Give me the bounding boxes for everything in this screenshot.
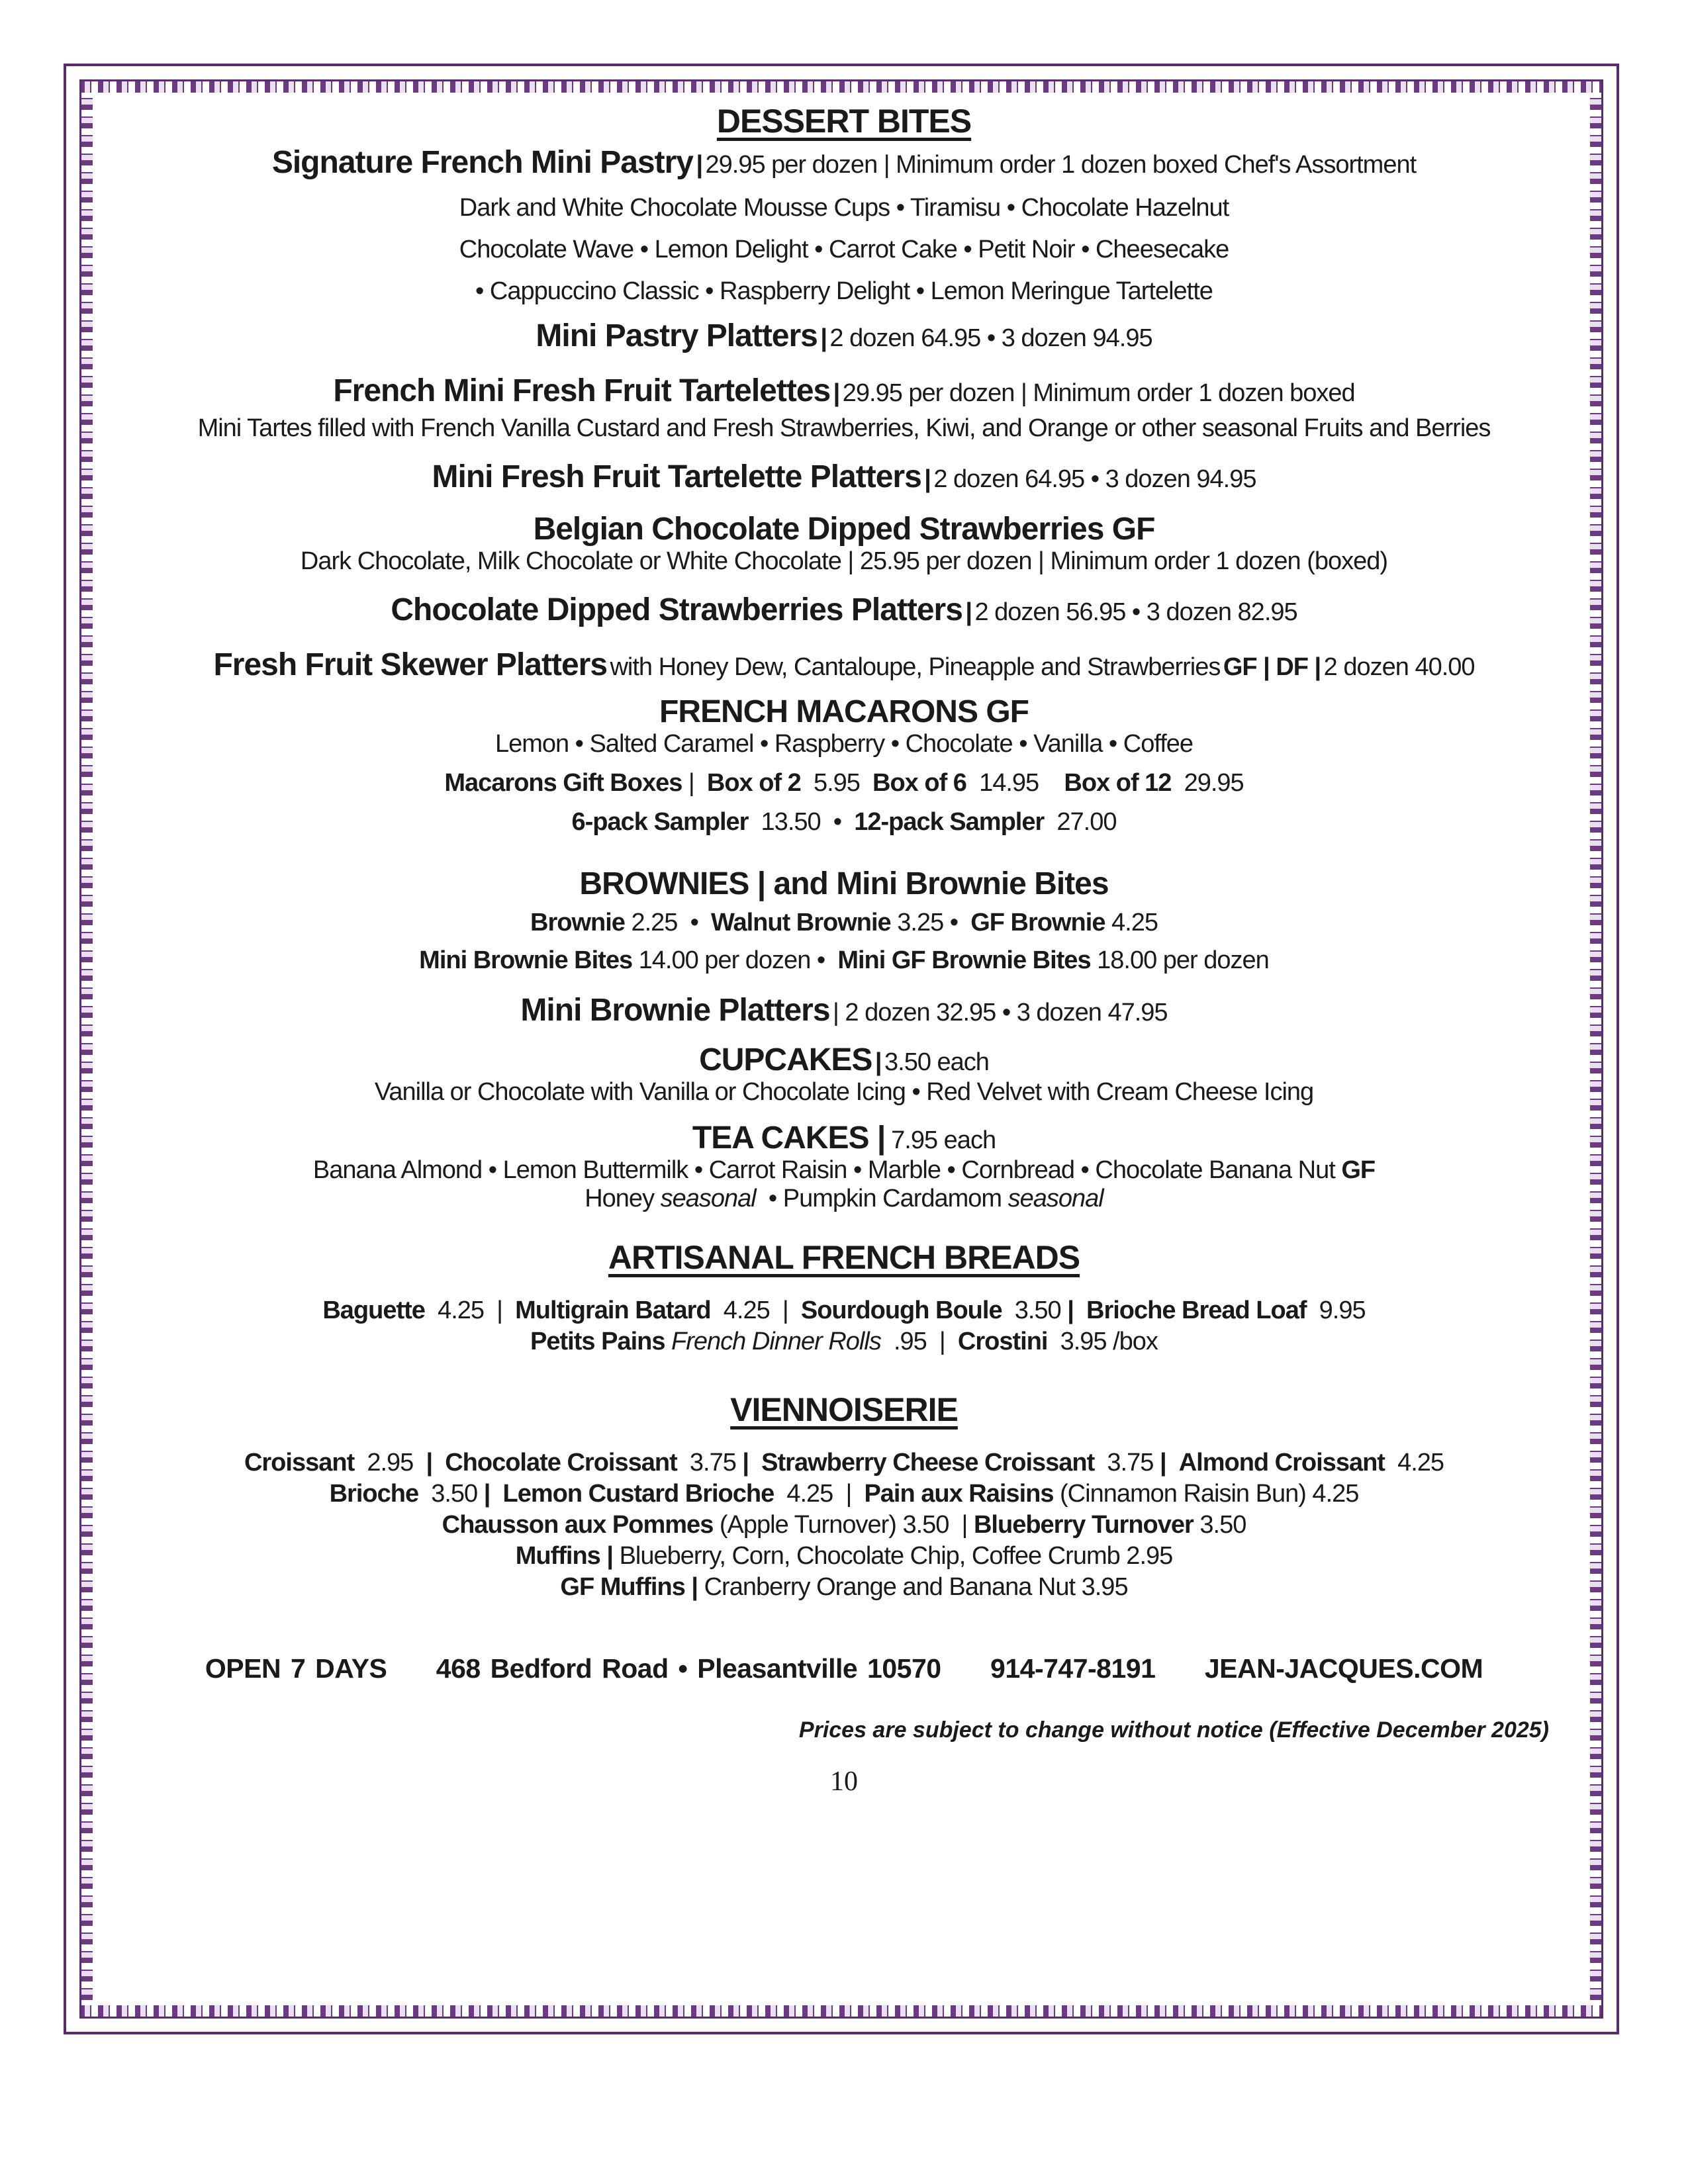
separator: |: [782, 1297, 788, 1324]
sampler-12-price: 27.00: [1056, 808, 1117, 836]
separator: |: [874, 1048, 882, 1076]
gf-brownie-price: 4.25: [1111, 909, 1158, 936]
brownie-price: 2.25: [631, 909, 678, 936]
tea-cakes-seasonal: [99, 1185, 1589, 1213]
tea-cakes-flavors: [99, 1156, 1589, 1185]
multigrain-label: Multigrain Batard: [515, 1297, 711, 1324]
macarons-heading: FRENCH MACARONS GF: [659, 694, 1029, 729]
petits-pains-desc: French Dinner Rolls: [671, 1328, 881, 1355]
strawberry-croissant-label: Strawberry Cheese Croissant: [761, 1449, 1095, 1477]
fruit-skewer-name: Fresh Fruit Skewer Platters: [213, 647, 608, 682]
cupcakes-line: [99, 1042, 1589, 1078]
signature-pastry-list-2: Chocolate Wave • Lemon Delight • Carrot Cake • Petit Noir • Cheesecake: [459, 236, 1229, 263]
seasonal-tag: seasonal: [660, 1185, 756, 1212]
mini-brownie-bites-price: 14.00 per dozen: [638, 946, 811, 974]
fruit-skewer-detail: with Honey Dew, Cantaloupe, Pineapple and Strawberries: [610, 653, 1221, 681]
box-of-2-price: 5.95: [813, 769, 860, 797]
fruit-tartelettes-desc: Mini Tartes filled with French Vanilla Custard and Fresh Strawberries, Kiwi, and Orange or other seasonal Fruits and Berries: [197, 414, 1491, 442]
macarons-flavors: Lemon • Salted Caramel • Raspberry • Chocolate • Vanilla • Coffee: [494, 730, 1194, 758]
pain-aux-raisins-label: Pain aux Raisins: [864, 1480, 1054, 1508]
macarons-gift-boxes: [99, 769, 1589, 797]
strawberry-croissant-price: 3.75: [1107, 1449, 1154, 1477]
separator: |: [924, 465, 931, 493]
chausson-label: Chausson aux Pommes: [442, 1511, 714, 1539]
separator: |: [483, 1480, 491, 1508]
dipped-strawberries-desc: Dark Chocolate, Milk Chocolate or White Chocolate | 25.95 per dozen | Minimum order 1 dozen (boxed): [300, 547, 1388, 575]
chocolate-croissant-price: 3.75: [689, 1449, 736, 1477]
cupcakes-desc: Vanilla or Chocolate with Vanilla or Chocolate Icing • Red Velvet with Cream Cheese Icing: [374, 1078, 1314, 1106]
dipped-strawberries-name: Belgian Chocolate Dipped Strawberries GF: [533, 512, 1155, 547]
sourdough-price: 3.50: [1014, 1297, 1061, 1324]
croissant-label: Croissant: [244, 1449, 355, 1477]
website: JEAN-JACQUES.COM: [1204, 1653, 1483, 1684]
mini-brownie-bites-label: Mini Brownie Bites: [419, 946, 633, 974]
box-of-6-label: Box of 6: [872, 769, 966, 797]
viennoiserie-heading: VIENNOISERIE: [730, 1391, 958, 1428]
cupcakes-heading: CUPCAKES: [699, 1042, 872, 1077]
lemon-brioche-label: Lemon Custard Brioche: [502, 1480, 774, 1508]
brownies-heading: BROWNIES | and Mini Brownie Bites: [579, 866, 1109, 901]
brownie-platters-line: [99, 992, 1589, 1028]
tea-cakes-line: [99, 1120, 1589, 1156]
gf-muffins-label: GF Muffins |: [560, 1573, 698, 1601]
strawberry-platters-name: Chocolate Dipped Strawberries Platters: [391, 592, 962, 627]
baguette-price: 4.25: [438, 1297, 485, 1324]
separator: |: [688, 769, 694, 797]
sampler-12-label: 12-pack Sampler: [854, 808, 1045, 836]
brownie-platters-detail: | 2 dozen 32.95 • 3 dozen 47.95: [832, 999, 1168, 1026]
tea-cakes-price: 7.95 each: [891, 1126, 996, 1154]
separator: |: [845, 1480, 852, 1508]
brownies-prices: [99, 909, 1589, 937]
brioche-label: Brioche: [329, 1480, 419, 1508]
walnut-brownie-label: Walnut Brownie: [711, 909, 891, 936]
brioche-line: [99, 1480, 1589, 1508]
brownie-bites-prices: [99, 946, 1589, 975]
gf-muffins-desc: Cranberry Orange and Banana Nut 3.95: [704, 1573, 1128, 1601]
turnovers-line: [99, 1511, 1589, 1539]
fruit-skewer-tags: GF | DF |: [1223, 653, 1321, 681]
tartelette-platters-line: [99, 459, 1589, 495]
brioche-loaf-price: 9.95: [1319, 1297, 1366, 1324]
phone-number: 914-747-8191: [990, 1653, 1156, 1684]
price-disclaimer: Prices are subject to change without notice (Effective December 2025): [798, 1717, 1549, 1743]
crostini-label: Crostini: [957, 1328, 1048, 1355]
menu-page: [99, 99, 1589, 1797]
signature-pastry-list-1: Dark and White Chocolate Mousse Cups • Tiramisu • Chocolate Hazelnut: [459, 194, 1229, 222]
strawberry-platters-line: [99, 592, 1589, 628]
sampler-6-price: 13.50: [761, 808, 821, 836]
signature-pastry-list-3: • Cappuccino Classic • Raspberry Delight • Lemon Meringue Tartelette: [475, 277, 1213, 305]
croissants-line: [99, 1449, 1589, 1477]
gf-brownie-label: GF Brownie: [970, 909, 1105, 936]
bullet: •: [816, 946, 825, 974]
pumpkin-flavor: • Pumpkin Cardamom: [768, 1185, 1002, 1212]
blueberry-turnover-label: Blueberry Turnover: [973, 1511, 1194, 1539]
box-of-2-label: Box of 2: [706, 769, 801, 797]
tartelette-platters-name: Mini Fresh Fruit Tartelette Platters: [432, 459, 921, 494]
separator: |: [426, 1449, 433, 1477]
signature-pastry-line: [99, 144, 1589, 181]
separator: |: [496, 1297, 503, 1324]
open-days: OPEN 7 DAYS: [205, 1653, 387, 1684]
separator: |: [742, 1449, 749, 1477]
strawberry-platters-detail: 2 dozen 56.95 • 3 dozen 82.95: [974, 598, 1297, 626]
chocolate-croissant-label: Chocolate Croissant: [445, 1449, 677, 1477]
separator: |: [820, 324, 827, 352]
separator: |: [965, 598, 972, 626]
breads-line-1: [99, 1297, 1589, 1325]
sourdough-label: Sourdough Boule: [800, 1297, 1002, 1324]
address: 468 Bedford Road • Pleasantville 10570: [436, 1653, 941, 1684]
box-of-12-label: Box of 12: [1064, 769, 1172, 797]
box-of-6-price: 14.95: [979, 769, 1039, 797]
fruit-tartelettes-name: French Mini Fresh Fruit Tartelettes: [333, 373, 831, 408]
gift-boxes-label: Macarons Gift Boxes: [444, 769, 682, 797]
separator: |: [939, 1328, 945, 1355]
tea-cakes-heading: TEA CAKES |: [692, 1120, 886, 1156]
chausson-desc: (Apple Turnover) 3.50: [719, 1511, 949, 1539]
cupcakes-price: 3.50 each: [884, 1048, 989, 1076]
macarons-samplers: [99, 808, 1589, 837]
fruit-tartelettes-detail: 29.95 per dozen | Minimum order 1 dozen boxed: [842, 379, 1355, 407]
bullet: •: [949, 909, 959, 936]
brownie-platters-name: Mini Brownie Platters: [520, 993, 830, 1028]
box-of-12-price: 29.95: [1184, 769, 1244, 797]
fruit-skewer-line: [99, 647, 1589, 683]
bullet: •: [690, 909, 698, 936]
separator: |: [833, 379, 840, 407]
bullet: •: [833, 808, 842, 836]
blueberry-turnover-price: 3.50: [1199, 1511, 1246, 1539]
walnut-brownie-price: 3.25: [897, 909, 944, 936]
honey-flavor: Honey: [585, 1185, 655, 1212]
baguette-label: Baguette: [322, 1297, 425, 1324]
breads-line-2: [99, 1328, 1589, 1356]
brownie-label: Brownie: [530, 909, 625, 936]
muffins-label: Muffins |: [515, 1542, 613, 1570]
muffins-line: [99, 1542, 1589, 1570]
almond-croissant-label: Almond Croissant: [1178, 1449, 1385, 1477]
pain-aux-raisins-desc: (Cinnamon Raisin Bun) 4.25: [1060, 1480, 1359, 1508]
tea-cakes-flavor-list: Banana Almond • Lemon Buttermilk • Carrot Raisin • Marble • Cornbread • Chocolate Banana Nut: [312, 1156, 1335, 1184]
seasonal-tag: seasonal: [1008, 1185, 1103, 1212]
breads-heading: ARTISANAL FRENCH BREADS: [608, 1239, 1080, 1276]
muffins-desc: Blueberry, Corn, Chocolate Chip, Coffee Crumb 2.95: [619, 1542, 1173, 1570]
separator: |: [1067, 1297, 1074, 1324]
mini-pastry-platters-name: Mini Pastry Platters: [536, 318, 818, 353]
gf-muffins-line: [99, 1573, 1589, 1602]
croissant-price: 2.95: [367, 1449, 414, 1477]
separator: |: [1159, 1449, 1166, 1477]
page-number: 10: [830, 1766, 858, 1797]
dessert-bites-heading: DESSERT BITES: [716, 103, 972, 140]
mini-gf-brownie-bites-price: 18.00 per dozen: [1097, 946, 1269, 974]
separator: |: [696, 151, 703, 179]
fruit-skewer-price: 2 dozen 40.00: [1323, 653, 1475, 681]
almond-croissant-price: 4.25: [1397, 1449, 1444, 1477]
multigrain-price: 4.25: [723, 1297, 770, 1324]
mini-pastry-platters-detail: 2 dozen 64.95 • 3 dozen 94.95: [829, 324, 1152, 352]
separator: |: [961, 1511, 968, 1539]
crostini-price: 3.95 /box: [1060, 1328, 1158, 1355]
gf-tag: GF: [1341, 1156, 1376, 1184]
signature-pastry-name: Signature French Mini Pastry: [271, 145, 693, 180]
signature-pastry-detail: 29.95 per dozen | Minimum order 1 dozen boxed Chef's Assortment: [705, 151, 1417, 179]
lemon-brioche-price: 4.25: [786, 1480, 833, 1508]
petits-pains-label: Petits Pains: [530, 1328, 665, 1355]
sampler-6-label: 6-pack Sampler: [571, 808, 749, 836]
footer-contact: [99, 1653, 1589, 1684]
mini-gf-brownie-bites-label: Mini GF Brownie Bites: [837, 946, 1091, 974]
petits-pains-price: .95: [893, 1328, 927, 1355]
brioche-price: 3.50: [431, 1480, 478, 1508]
mini-pastry-platters-line: [99, 318, 1589, 354]
fruit-tartelettes-line: [99, 373, 1589, 409]
tartelette-platters-detail: 2 dozen 64.95 • 3 dozen 94.95: [933, 465, 1256, 493]
brioche-loaf-label: Brioche Bread Loaf: [1086, 1297, 1307, 1324]
